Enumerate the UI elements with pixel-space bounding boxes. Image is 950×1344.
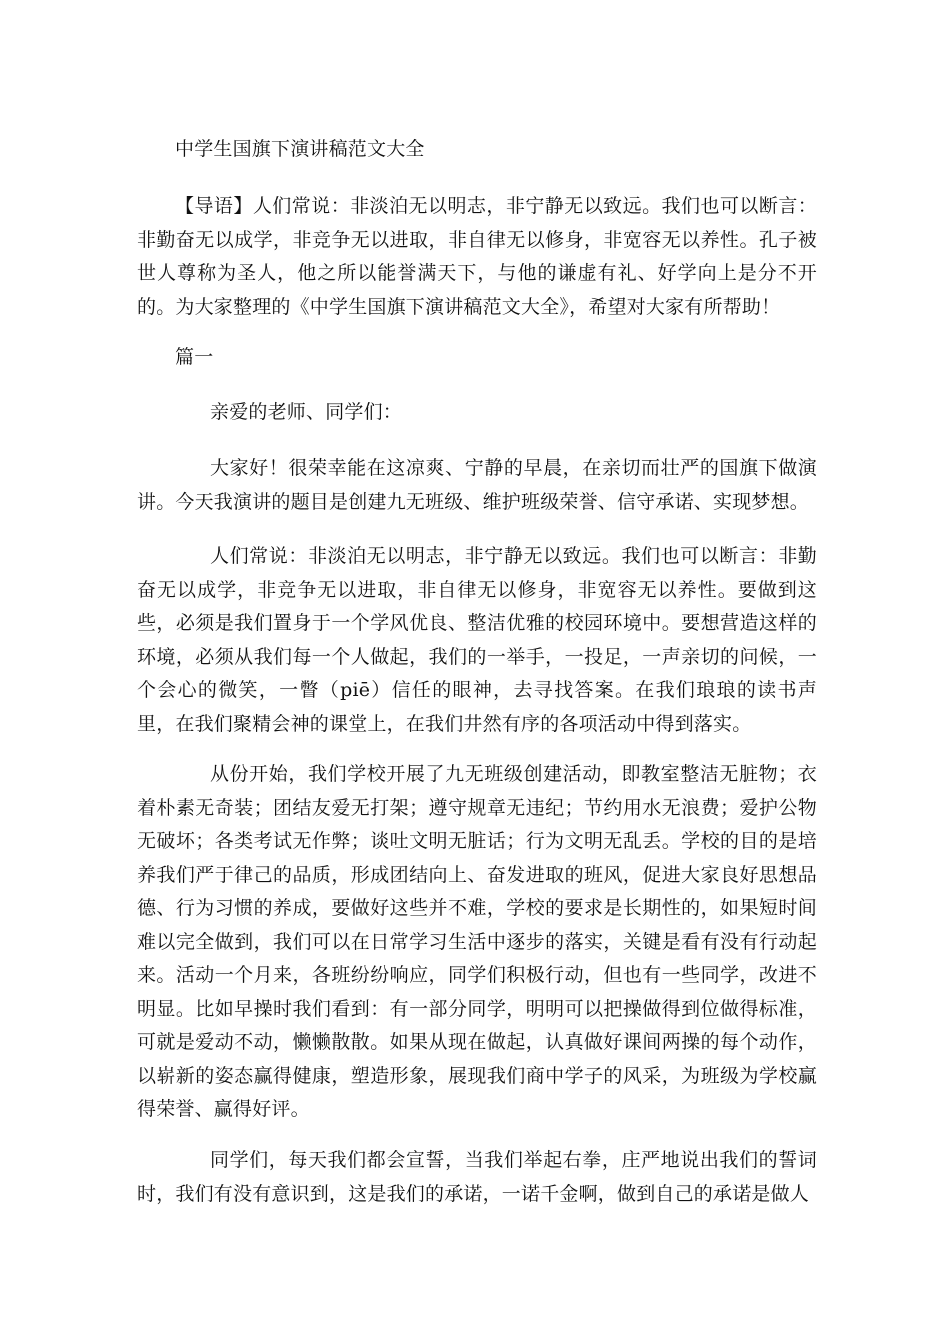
body-paragraph-4: 同学们，每天我们都会宣誓，当我们举起右拳，庄严地说出我们的誓词时，我们有没有意识到，这是我们的承诺，一诺千金啊，做到自己的承诺是做人: [137, 1149, 817, 1205]
salutation: 亲爱的老师、同学们：: [210, 401, 403, 423]
section-heading: 篇一: [175, 346, 214, 368]
body-paragraph-1: 大家好！很荣幸能在这凉爽、宁静的早晨，在亲切而壮严的国旗下做演讲。今天我演讲的题目是创建九无班级、维护班级荣誉、信守承诺、实现梦想。: [137, 457, 817, 513]
document-title: 中学生国旗下演讲稿范文大全: [175, 138, 425, 160]
body-paragraph-3: 从份开始，我们学校开展了九无班级创建活动，即教室整洁无脏物；衣着朴素无奇装；团结友爱无打架；遵守规章无违纪；节约用水无浪费；爱护公物无破坏；各类考试无作弊；谈吐文明无脏话；行为文明无乱丢。学校的目的是培养我们严于律己的品质，形成团结向上、奋发进取的班风，促进大家良好思想品德、行为习惯的养成，要做好这些并不难，学校的要求是长期性的，如果短时间难以完全做到，我们可以在日常学习生活中逐步的落实，关键是看有没有行动起来。活动一个月来，各班纷纷响应，同学们积极行动，但也有一些同学，改进不明显。比如早操时我们看到：有一部分同学，明明可以把操做得到位做得标准，可就是爱动不动，懒懒散散。如果从现在做起，认真做好课间两操的每个动作，以崭新的姿态赢得健康，塑造形象，展现我们商中学子的风采，为班级为学校赢得荣誉、赢得好评。: [137, 763, 817, 1120]
intro-paragraph: 【导语】人们常说：非淡泊无以明志，非宁静无以致远。我们也可以断言：非勤奋无以成学，非竞争无以进取，非自律无以修身，非宽容无以养性。孔子被世人尊称为圣人，他之所以能誉满天下，与他的谦虚有礼、好学向上是分不开的。为大家整理的《中学生国旗下演讲稿范文大全》，希望对大家有所帮助！: [137, 195, 817, 318]
body-paragraph-2: 人们常说：非淡泊无以明志，非宁静无以致远。我们也可以断言：非勤奋无以成学，非竞争无以进取，非自律无以修身，非宽容无以养性。要做到这些，必须是我们置身于一个学风优良、整洁优雅的校园环境中。要想营造这样的环境，必须从我们每一个人做起，我们的一举手，一投足，一声亲切的问候，一个会心的微笑，一瞥（piē）信任的眼神，去寻找答案。在我们琅琅的读书声里，在我们聚精会神的课堂上，在我们井然有序的各项活动中得到落实。: [137, 545, 817, 735]
